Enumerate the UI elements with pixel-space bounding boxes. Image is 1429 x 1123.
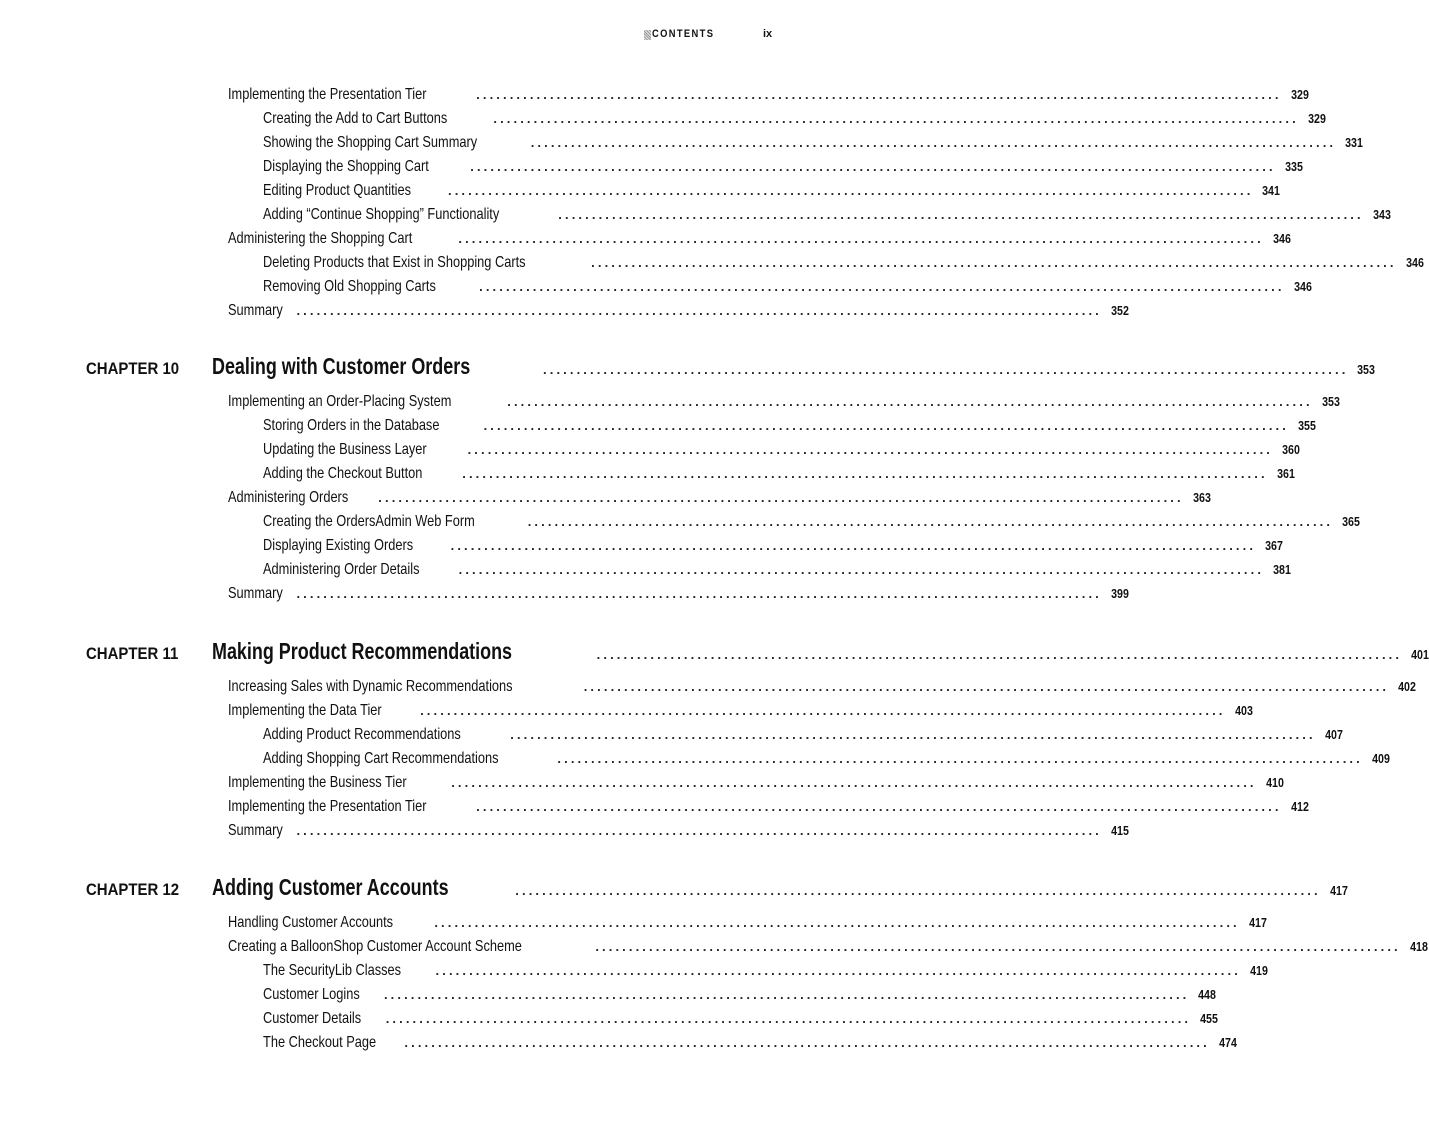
dot-leader: ........................................................................................................................: [527, 514, 1334, 529]
entry-title: Customer Logins: [263, 986, 360, 1003]
entry-page-number: 455: [1200, 1012, 1218, 1026]
entry-title: Adding Product Recommendations: [263, 726, 461, 743]
toc-subsection-entry[interactable]: [263, 110, 1326, 130]
running-header: [0, 28, 816, 44]
dot-leader: ........................................................................................................................: [458, 562, 1265, 577]
entry-page-number: 329: [1307, 112, 1326, 126]
entry-page-number: 346: [1272, 232, 1291, 246]
page-number: ix: [763, 28, 773, 40]
entry-page-number: 365: [1342, 515, 1360, 529]
toc-subsection-entry[interactable]: [263, 465, 1295, 485]
toc-section-entry[interactable]: [228, 822, 1129, 842]
entry-page-number: 360: [1282, 443, 1300, 457]
dot-leader: ........................................................................................................................: [530, 135, 1337, 150]
entry-title: Summary: [228, 822, 283, 839]
entry-page-number: 355: [1298, 419, 1316, 433]
toc-subsection-entry[interactable]: [263, 986, 1217, 1006]
dot-leader: ........................................................................................................................: [557, 751, 1363, 766]
entry-page-number: 417: [1248, 916, 1267, 930]
dot-leader: ........................................................................................................................: [296, 303, 1102, 318]
dot-leader: ........................................................................................................................: [450, 538, 1257, 553]
chapter-entry[interactable]: [86, 638, 1429, 666]
entry-title: Editing Product Quantities: [263, 182, 411, 199]
toc-subsection-entry[interactable]: [263, 750, 1390, 770]
entry-title: Removing Old Shopping Carts: [263, 278, 436, 295]
dot-leader: ........................................................................................................................: [383, 987, 1190, 1002]
dot-leader: ........................................................................................................................: [591, 255, 1397, 270]
entry-title: Handling Customer Accounts: [228, 914, 394, 931]
entry-title: The Checkout Page: [263, 1034, 377, 1051]
entry-page-number: 381: [1273, 563, 1291, 577]
entry-title: Adding the Checkout Button: [263, 465, 423, 482]
toc-section-entry[interactable]: [228, 585, 1129, 605]
entry-page-number: 403: [1234, 704, 1253, 718]
dot-leader: ........................................................................................................................: [595, 939, 1401, 954]
toc-subsection-entry[interactable]: [263, 158, 1303, 178]
entry-title: Storing Orders in the Database: [263, 417, 440, 434]
entry-title: The SecurityLib Classes: [263, 962, 402, 979]
toc-section-entry[interactable]: [228, 938, 1428, 958]
dot-leader: ........................................................................................................................: [470, 159, 1276, 174]
dot-leader: ........................................................................................................................: [583, 679, 1390, 694]
entry-page-number: 346: [1405, 256, 1424, 270]
toc-section-entry[interactable]: [228, 393, 1340, 413]
entry-title: Displaying Existing Orders: [263, 537, 414, 554]
entry-title: Adding “Continue Shopping” Functionality: [263, 206, 500, 223]
toc-subsection-entry[interactable]: [263, 278, 1312, 298]
entry-title: Implementing the Presentation Tier: [228, 798, 427, 815]
entry-page-number: 418: [1409, 940, 1428, 954]
dot-leader: ........................................................................................................................: [434, 915, 1240, 930]
entry-title: Updating the Business Layer: [263, 441, 427, 458]
toc-section-entry[interactable]: [228, 86, 1309, 106]
dot-leader: ........................................................................................................................: [462, 466, 1268, 481]
dot-leader: ........................................................................................................................: [476, 87, 1282, 102]
entry-title: Implementing the Data Tier: [228, 702, 382, 719]
dot-leader: ........................................................................................................................: [479, 279, 1285, 294]
toc-subsection-entry[interactable]: [263, 1034, 1237, 1054]
dot-leader: ........................................................................................................................: [596, 647, 1403, 662]
entry-page-number: 399: [1111, 587, 1129, 601]
dot-leader: ........................................................................................................................: [558, 207, 1364, 222]
dot-leader: ........................................................................................................................: [296, 823, 1102, 838]
entry-page-number: 353: [1321, 395, 1340, 409]
entry-title: Adding Shopping Cart Recommendations: [263, 750, 499, 767]
toc-section-entry[interactable]: [228, 678, 1416, 698]
entry-title: Displaying the Shopping Cart: [263, 158, 429, 175]
dot-leader: ........................................................................................................................: [507, 394, 1313, 409]
dot-leader: ........................................................................................................................: [476, 799, 1282, 814]
dot-leader: ........................................................................................................................: [435, 963, 1241, 978]
dot-leader: ........................................................................................................................: [467, 442, 1273, 457]
header-marker-icon: [644, 30, 651, 40]
entry-page-number: 335: [1284, 160, 1303, 174]
toc-subsection-entry[interactable]: [263, 537, 1283, 557]
toc-subsection-entry[interactable]: [263, 206, 1391, 226]
dot-leader: ........................................................................................................................: [493, 111, 1299, 126]
toc-subsection-entry[interactable]: [263, 182, 1281, 202]
dot-leader: ........................................................................................................................: [543, 362, 1349, 377]
entry-page-number: 407: [1324, 728, 1343, 742]
entry-title: Summary: [228, 302, 283, 319]
entry-title: Administering Orders: [228, 489, 349, 506]
dot-leader: ........................................................................................................................: [483, 418, 1289, 433]
chapter-label: CHAPTER 12: [86, 880, 180, 899]
entry-title: Deleting Products that Exist in Shopping Carts: [263, 254, 526, 271]
entry-page-number: 410: [1265, 776, 1284, 790]
toc-section-entry[interactable]: [228, 302, 1129, 322]
dot-leader: ........................................................................................................................: [385, 1011, 1192, 1026]
dot-leader: ........................................................................................................................: [404, 1035, 1210, 1050]
entry-page-number: 341: [1262, 184, 1281, 198]
entry-title: Summary: [228, 585, 283, 602]
entry-page-number: 419: [1250, 964, 1268, 978]
entry-title: Administering Order Details: [263, 561, 420, 578]
entry-page-number: 331: [1345, 136, 1363, 150]
toc-section-entry[interactable]: [228, 489, 1211, 509]
chapter-title: Making Product Recommendations: [212, 638, 513, 664]
dot-leader: ........................................................................................................................: [510, 727, 1316, 742]
toc-subsection-entry[interactable]: [263, 513, 1360, 533]
toc-section-entry[interactable]: [228, 230, 1291, 250]
entry-title: Creating the OrdersAdmin Web Form: [263, 513, 475, 530]
entry-title: Creating the Add to Cart Buttons: [263, 110, 448, 127]
entry-page-number: 409: [1371, 752, 1390, 766]
entry-page-number: 412: [1290, 800, 1309, 814]
chapter-page-number: 417: [1329, 884, 1348, 898]
toc-subsection-entry[interactable]: [263, 417, 1316, 437]
entry-title: Implementing an Order-Placing System: [228, 393, 452, 410]
entry-page-number: 402: [1398, 680, 1416, 694]
dot-leader: ........................................................................................................................: [378, 490, 1184, 505]
chapter-title: Adding Customer Accounts: [212, 874, 449, 900]
entry-title: Implementing the Business Tier: [228, 774, 407, 791]
chapter-label: CHAPTER 10: [86, 359, 180, 378]
entry-title: Implementing the Presentation Tier: [228, 86, 427, 103]
entry-page-number: 352: [1111, 304, 1129, 318]
toc-subsection-entry[interactable]: [263, 1010, 1218, 1030]
toc-subsection-entry[interactable]: [263, 134, 1363, 154]
chapter-entry[interactable]: [86, 353, 1376, 381]
entry-page-number: 346: [1293, 280, 1312, 294]
chapter-page-number: 353: [1357, 363, 1376, 377]
dot-leader: ........................................................................................................................: [515, 883, 1321, 898]
entry-title: Creating a BalloonShop Customer Account Scheme: [228, 938, 522, 955]
entry-page-number: 367: [1265, 539, 1283, 553]
toc-section-entry[interactable]: [228, 702, 1253, 722]
entry-page-number: 415: [1111, 824, 1129, 838]
entry-title: Showing the Shopping Cart Summary: [263, 134, 478, 151]
dot-leader: ........................................................................................................................: [420, 703, 1226, 718]
entry-title: Increasing Sales with Dynamic Recommendations: [228, 678, 513, 695]
toc-subsection-entry[interactable]: [263, 254, 1424, 274]
chapter-page-number: 401: [1411, 648, 1429, 662]
entry-title: Customer Details: [263, 1010, 362, 1027]
entry-page-number: 329: [1290, 88, 1309, 102]
toc-subsection-entry[interactable]: [263, 726, 1343, 746]
running-header-title: CONTENTS: [652, 28, 715, 40]
toc-section-entry[interactable]: [228, 914, 1267, 934]
entry-page-number: 343: [1372, 208, 1391, 222]
toc-subsection-entry[interactable]: [263, 962, 1268, 982]
dot-leader: ........................................................................................................................: [458, 231, 1264, 246]
toc-section-entry[interactable]: [228, 774, 1284, 794]
entry-title: Administering the Shopping Cart: [228, 230, 413, 247]
toc-subsection-entry[interactable]: [263, 561, 1291, 581]
chapter-entry[interactable]: [86, 874, 1348, 902]
entry-page-number: 361: [1276, 467, 1295, 481]
toc-section-entry[interactable]: [228, 798, 1309, 818]
dot-leader: ........................................................................................................................: [448, 183, 1254, 198]
dot-leader: ........................................................................................................................: [451, 775, 1257, 790]
entry-page-number: 363: [1192, 491, 1211, 505]
chapter-title: Dealing with Customer Orders: [212, 353, 471, 379]
chapter-label: CHAPTER 11: [86, 644, 179, 663]
toc-subsection-entry[interactable]: [263, 441, 1300, 461]
entry-page-number: 448: [1198, 988, 1217, 1002]
dot-leader: ........................................................................................................................: [296, 586, 1102, 601]
entry-page-number: 474: [1218, 1036, 1237, 1050]
